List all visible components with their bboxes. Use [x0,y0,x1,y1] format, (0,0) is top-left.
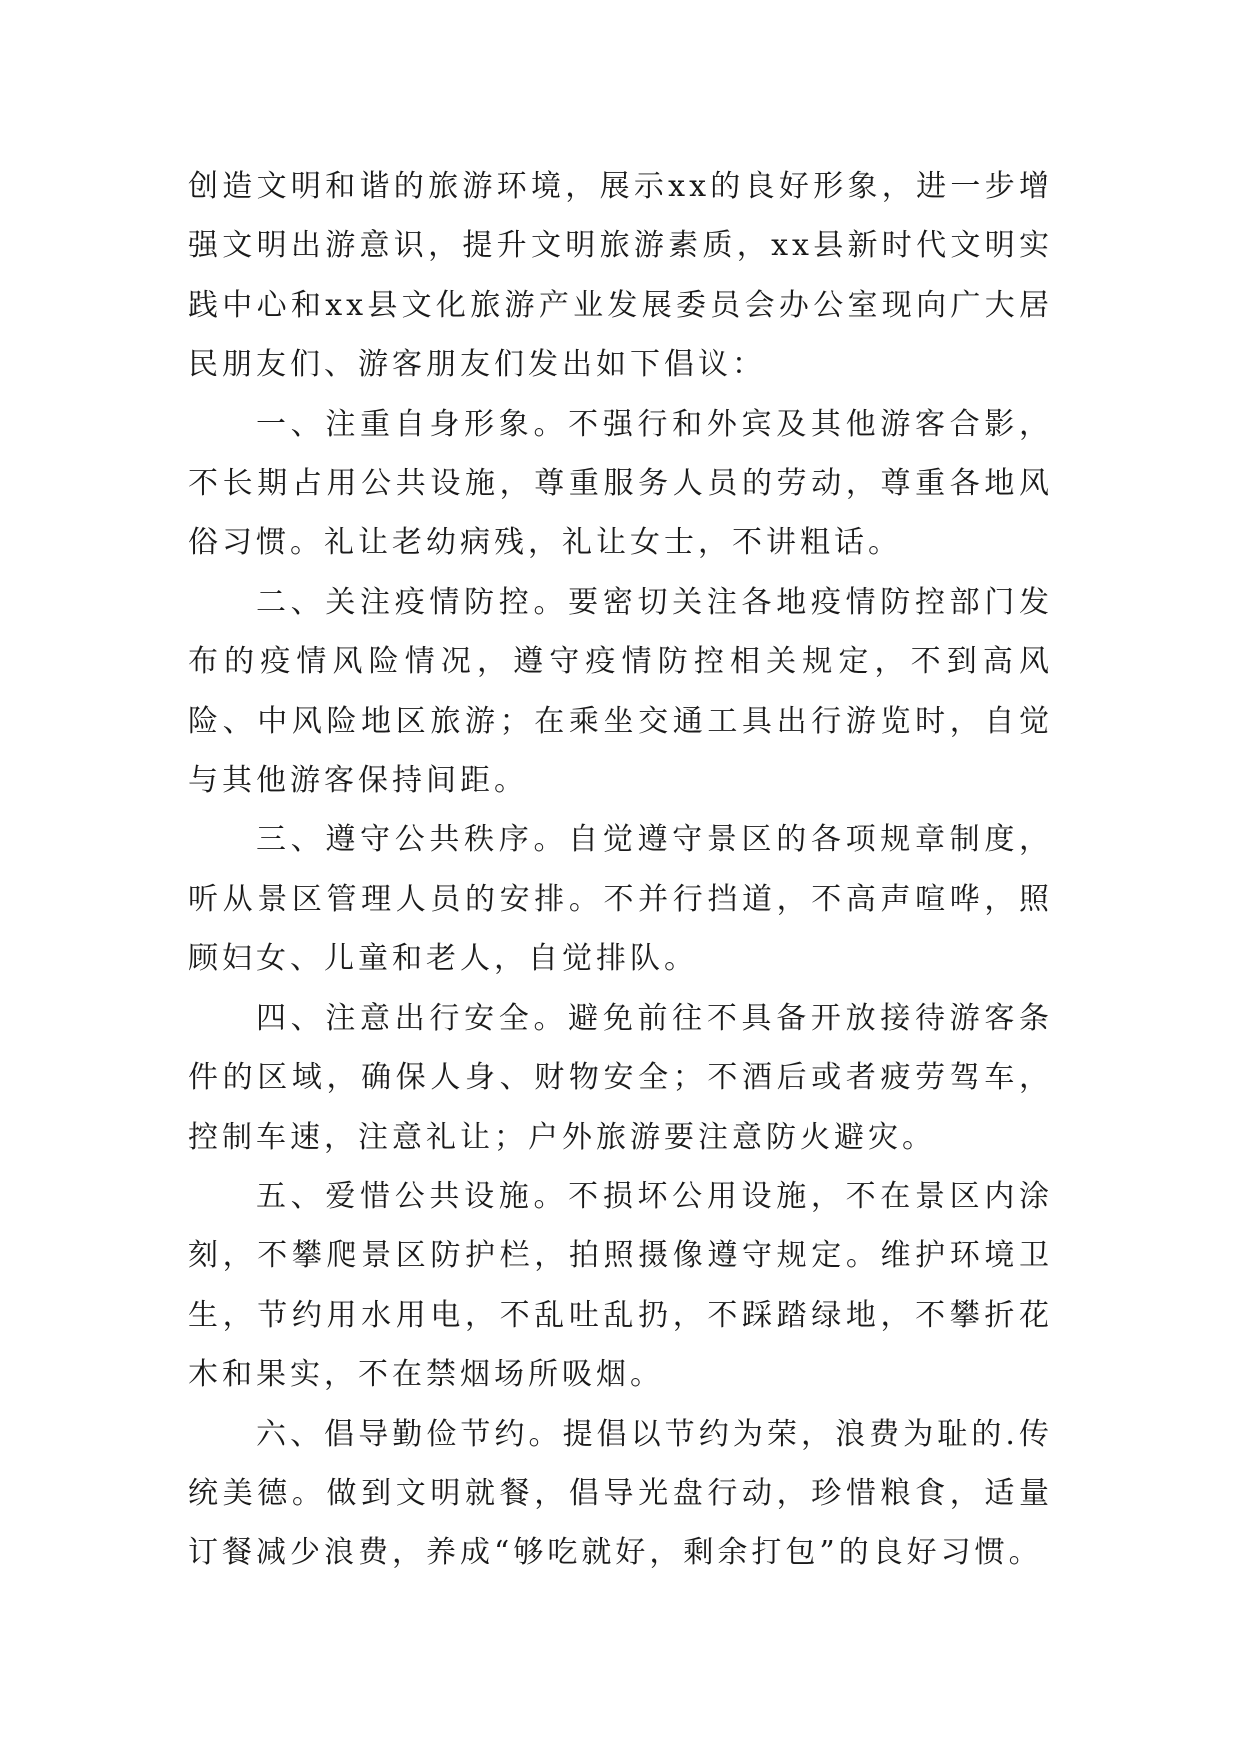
proposal-paragraph-4: 四、注意出行安全。避免前往不具备开放接待游客条件的区域，确保人身、财物安全；不酒后或者疲劳驾车，控制车速，注意礼让；户外旅游要注意防火避灾。 [188,1000,1053,1155]
document-body [188,157,1053,1583]
intro-paragraph: 创造文明和谐的旅游环境，展示xx的良好形象，进一步增强文明出游意识，提升文明旅游素质，xx县新时代文明实践中心和xx县文化旅游产业发展委员会办公室现向广大居民朋友们、游客朋友们发出如下倡议： [188,169,1053,383]
proposal-paragraph-5: 五、爱惜公共设施。不损坏公用设施，不在景区内涂刻，不攀爬景区防护栏，拍照摄像遵守规定。维护环境卫生，节约用水用电，不乱吐乱扔，不踩踏绿地，不攀折花木和果实，不在禁烟场所吸烟。 [188,1178,1053,1393]
proposal-paragraph-1: 一、注重自身形象。不强行和外宾及其他游客合影，不长期占用公共设施，尊重服务人员的劳动，尊重各地风俗习惯。礼让老幼病残，礼让女士，不讲粗话。 [188,406,1053,561]
proposal-paragraph-3: 三、遵守公共秩序。自觉遵守景区的各项规章制度，听从景区管理人员的安排。不并行挡道，不高声喧哗，照顾妇女、儿童和老人，自觉排队。 [188,822,1053,977]
proposal-paragraph-2: 二、关注疫情防控。要密切关注各地疫情防控部门发布的疫情风险情况，遵守疫情防控相关规定，不到高风险、中风险地区旅游；在乘坐交通工具出行游览时，自觉与其他游客保持间距。 [188,584,1053,799]
proposal-paragraph-6: 六、倡导勤俭节约。提倡以节约为荣，浪费为耻的.传统美德。做到文明就餐，倡导光盘行动，珍惜粮食，适量订餐减少浪费，养成“够吃就好，剩余打包”的良好习惯。 [188,1416,1053,1571]
